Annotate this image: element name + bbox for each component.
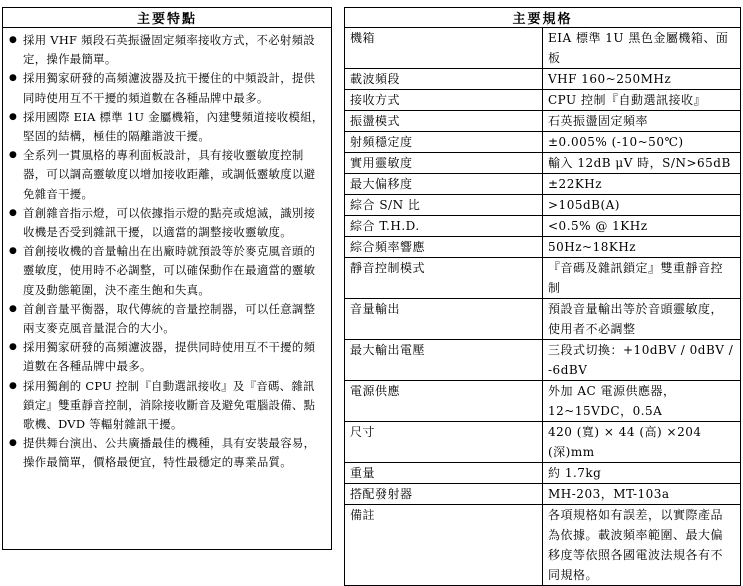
- features-title: 主要特點: [3, 8, 332, 28]
- spec-key: 載波頻段: [345, 69, 543, 90]
- spec-key: 綜合 S/N 比: [345, 195, 543, 216]
- spec-row: [345, 463, 741, 484]
- spec-row: [345, 381, 741, 422]
- spec-value: >105dB(A): [543, 195, 741, 216]
- feature-item: ● 首創音量平衡器，取代傳統的音量控制器，可以任意調整兩支麥克風音量混合的大小。: [9, 301, 316, 336]
- feature-item: ● 採用獨家研發的高頻濾波器，提供同時使用互不干擾的頻道數在各種品牌中最多。: [9, 340, 316, 374]
- spec-key: 實用靈敏度: [345, 153, 543, 174]
- features-list: [3, 28, 332, 550]
- spec-value: EIA 標準 1U 黑色金屬機箱、面板: [543, 28, 741, 69]
- spec-key: 搭配發射器: [345, 484, 543, 505]
- specs-table: [344, 7, 741, 586]
- spec-value: 外加 AC 電源供應器，12~15VDC，0.5A: [543, 381, 741, 422]
- spec-key: 靜音控制模式: [345, 258, 543, 299]
- spec-key: 機箱: [345, 28, 543, 69]
- spec-value: 420 (寬) × 44 (高) ×204 (深)mm: [543, 422, 741, 463]
- spec-value: <0.5% @ 1KHz: [543, 216, 741, 237]
- spec-row: [345, 174, 741, 195]
- spec-row: [345, 111, 741, 132]
- spec-row: [345, 505, 741, 586]
- spec-value: 各項規格如有誤差，以實際產品為依據。載波頻率範圍、最大偏移度等依照各國電波法規各有不同規格。: [543, 505, 741, 586]
- spec-key: 射頻穩定度: [345, 132, 543, 153]
- spec-value: 輸入 12dB μV 時，S/N>65dB: [543, 153, 741, 174]
- spec-value: 石英振盪固定頻率: [543, 111, 741, 132]
- spec-row: [345, 132, 741, 153]
- spec-key: 最大偏移度: [345, 174, 543, 195]
- spec-value: CPU 控制『自動選訊接收』: [543, 90, 741, 111]
- spec-row: [345, 69, 741, 90]
- features-table: [2, 7, 332, 550]
- spec-value: VHF 160~250MHz: [543, 69, 741, 90]
- spec-key: 振盪模式: [345, 111, 543, 132]
- spec-value: 三段式切換：+10dBV / 0dBV / -6dBV: [543, 340, 741, 381]
- feature-item: ● 採用獨創的 CPU 控制『自動選訊接收』及『音碼、雜訊鎖定』雙重靜音控制，消除接收斷音及避免電腦設備、點歌機、DVD 等輻射雜訊干擾。: [9, 378, 316, 432]
- feature-item: ● 首創接收機的音量輸出在出廠時就預設等於麥克風音頭的靈敏度，使用時不必調整，可以確保動作在最適當的靈敏度及動態範圍，決不產生飽和失真。: [9, 244, 316, 297]
- spec-row: [345, 90, 741, 111]
- spec-key: 尺寸: [345, 422, 543, 463]
- spec-row: [345, 195, 741, 216]
- spec-row: [345, 422, 741, 463]
- feature-item: ● 採用獨家研發的高頻濾波器及抗干擾住的中頻設計，提供同時使用互不干擾的頻道數在各種品牌中最多。: [9, 71, 316, 105]
- spec-value: 預設音量輸出等於音頭靈敏度，使用者不必調整: [543, 299, 741, 340]
- feature-item: ● 採用 VHF 頻段石英振盪固定頻率接收方式，不必射頻設定，操作最簡單。: [9, 33, 315, 67]
- feature-item: ● 全系列一貫風格的專利面板設計，具有接收靈敏度控制器，可以調高靈敏度以增加接收距離，或調低靈敏度以避免雜音干擾。: [9, 148, 316, 201]
- spec-value: ±22KHz: [543, 174, 741, 195]
- spec-row: [345, 28, 741, 69]
- spec-row: [345, 153, 741, 174]
- spec-key: 備註: [345, 505, 543, 586]
- spec-key: 最大輸出電壓: [345, 340, 543, 381]
- specs-title: 主要規格: [345, 8, 741, 28]
- spec-row: [345, 484, 741, 505]
- spec-row: [345, 299, 741, 340]
- spec-value: MH-203，MT-103a: [543, 484, 741, 505]
- spec-key: 綜合 T.H.D.: [345, 216, 543, 237]
- spec-key: 電源供應: [345, 381, 543, 422]
- spec-key: 接收方式: [345, 90, 543, 111]
- spec-value: 50Hz~18KHz: [543, 237, 741, 258]
- spec-key: 音量輸出: [345, 299, 543, 340]
- spec-key: 重量: [345, 463, 543, 484]
- spec-value: ±0.005% (-10~50℃): [543, 132, 741, 153]
- spec-value: 約 1.7kg: [543, 463, 741, 484]
- feature-item: ● 採用國際 EIA 標準 1U 金屬機箱，內建雙頻道接收模組，堅固的結構，極佳的隔離諧波干擾。: [9, 109, 324, 144]
- feature-item: ● 首創雜音指示燈，可以依據指示燈的點亮或熄滅，識別接收機是否受到雜訊干擾，以適當的調整接收靈敏度。: [9, 205, 316, 240]
- spec-key: 綜合頻率響應: [345, 237, 543, 258]
- spec-row: [345, 237, 741, 258]
- spec-row: [345, 258, 741, 299]
- feature-item: ● 提供舞台演出、公共廣播最佳的機種，具有安裝最容易，操作最簡單，價格最便宜，特性最穩定的專業品質。: [9, 436, 316, 470]
- spec-value: 『音碼及雜訊鎖定』雙重靜音控制: [543, 258, 741, 299]
- spec-row: [345, 216, 741, 237]
- spec-row: [345, 340, 741, 381]
